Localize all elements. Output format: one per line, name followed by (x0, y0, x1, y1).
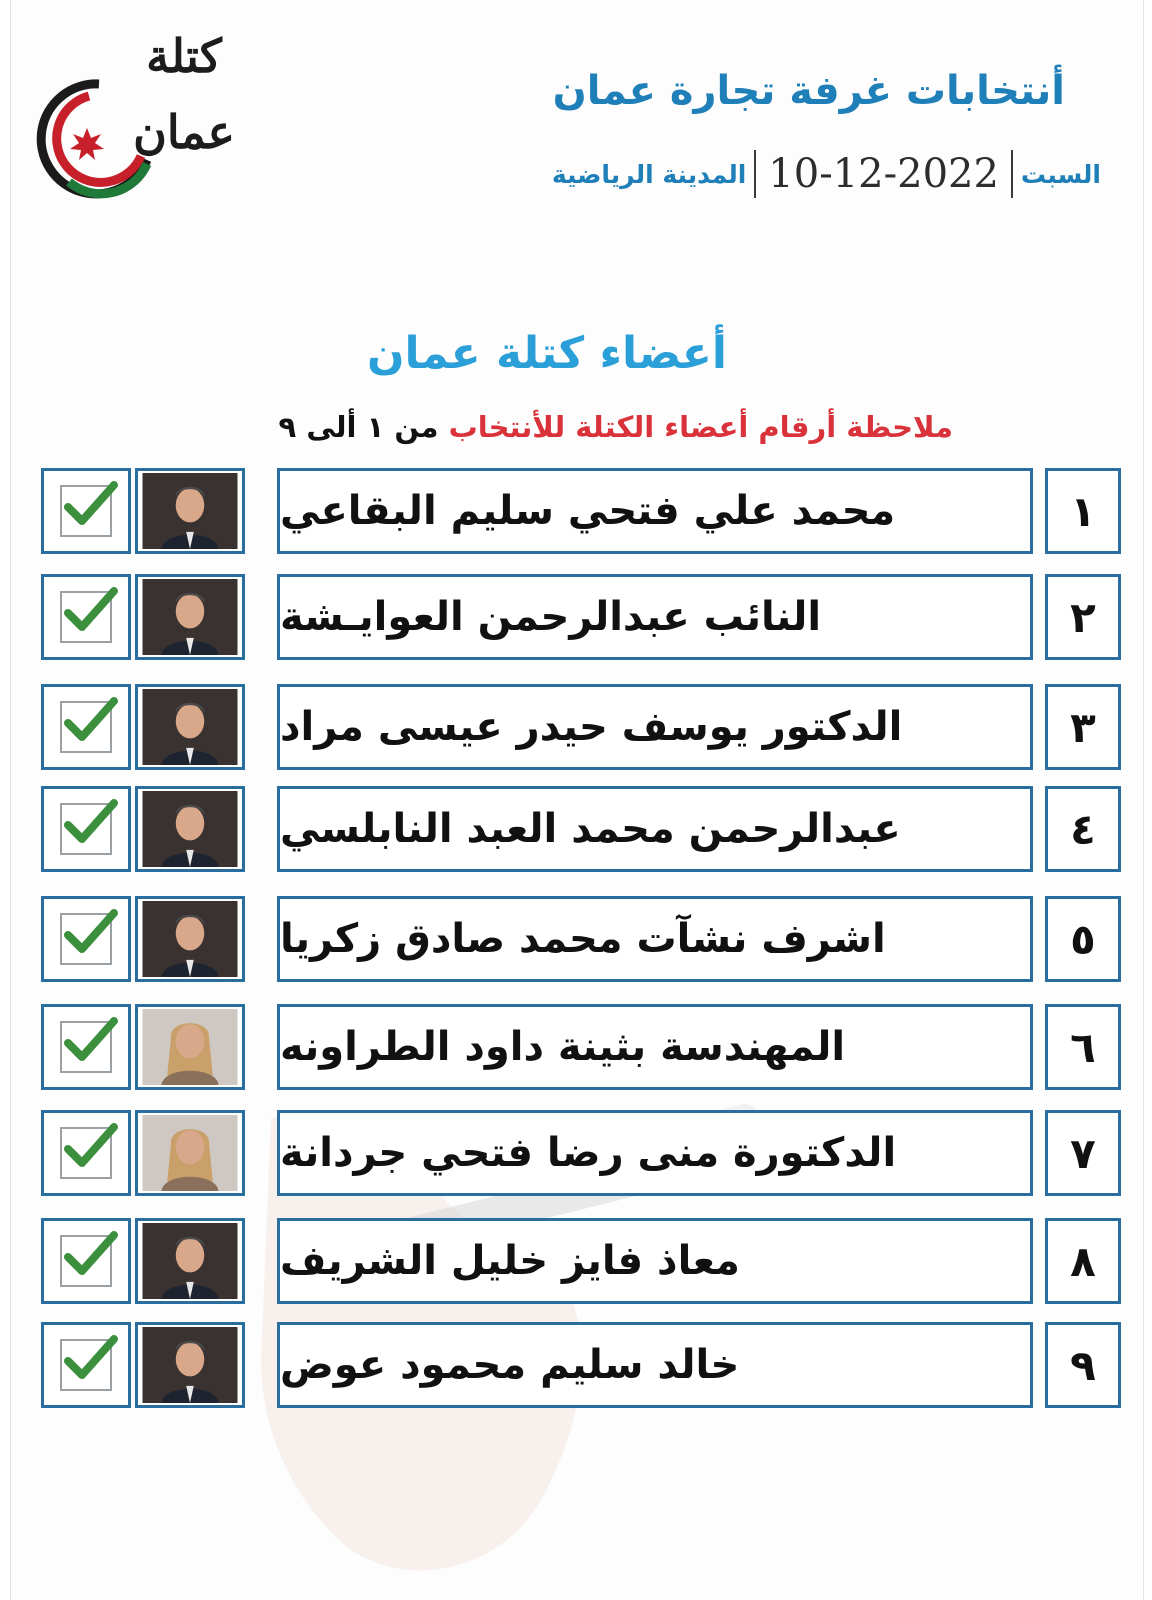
checkmark-icon (58, 791, 120, 853)
candidate-row (41, 574, 1121, 664)
vote-checkbox[interactable] (41, 684, 131, 770)
candidate-number: ٩ (1045, 1322, 1121, 1408)
candidate-photo (135, 468, 245, 554)
woman-portrait-icon (140, 1115, 240, 1191)
checkbox-square (60, 1339, 112, 1391)
checkbox-square (60, 1235, 112, 1287)
candidate-number: ٣ (1045, 684, 1121, 770)
candidate-name: عبدالرحمن محمد العبد النابلسي (277, 786, 1033, 872)
man-portrait-icon (140, 689, 240, 765)
candidate-name: النائب عبدالرحمن العوايـشة (277, 574, 1033, 660)
woman-portrait-icon (140, 1009, 240, 1085)
candidate-photo (135, 684, 245, 770)
candidate-number: ٢ (1045, 574, 1121, 660)
candidate-row (41, 786, 1121, 876)
checkmark-icon (58, 689, 120, 751)
event-venue: المدينة الرياضية (551, 159, 747, 189)
candidate-photo (135, 574, 245, 660)
candidate-photo (135, 1110, 245, 1196)
vote-checkbox[interactable] (41, 896, 131, 982)
candidate-number: ٨ (1045, 1218, 1121, 1304)
candidate-row (41, 896, 1121, 986)
vote-checkbox[interactable] (41, 468, 131, 554)
candidate-name: الدكتورة منى رضا فتحي جردانة (277, 1110, 1033, 1196)
divider (754, 150, 756, 198)
vote-checkbox[interactable] (41, 574, 131, 660)
vote-checkbox[interactable] (41, 1004, 131, 1090)
man-portrait-icon (140, 579, 240, 655)
checkbox-square (60, 1127, 112, 1179)
event-date: 10-12-2022 (768, 151, 999, 197)
candidate-row (41, 684, 1121, 774)
checkmark-icon (58, 1115, 120, 1177)
candidate-name: اشرف نشآت محمد صادق زكريا (277, 896, 1033, 982)
candidate-photo (135, 1322, 245, 1408)
vote-checkbox[interactable] (41, 1322, 131, 1408)
divider (1011, 150, 1013, 198)
note-text-red: ملاحظة أرقام أعضاء الكتلة للأنتخاب (448, 410, 953, 444)
candidate-photo (135, 786, 245, 872)
candidate-number: ٤ (1045, 786, 1121, 872)
candidate-photo (135, 1218, 245, 1304)
candidate-number: ٥ (1045, 896, 1121, 982)
candidate-row (41, 1322, 1121, 1412)
candidate-photo (135, 1004, 245, 1090)
event-info (552, 150, 1101, 198)
candidate-row (41, 468, 1121, 558)
checkbox-square (60, 701, 112, 753)
checkbox-square (60, 591, 112, 643)
candidate-name: معاذ فايز خليل الشريف (277, 1218, 1033, 1304)
man-portrait-icon (140, 1223, 240, 1299)
checkbox-square (60, 803, 112, 855)
checkmark-icon (58, 1223, 120, 1285)
checkmark-icon (58, 473, 120, 535)
note-text-range: من ١ ألى ٩ (278, 410, 439, 444)
checkmark-icon (58, 901, 120, 963)
candidate-name: المهندسة بثينة داود الطراونه (277, 1004, 1033, 1090)
candidate-number: ١ (1045, 468, 1121, 554)
man-portrait-icon (140, 791, 240, 867)
checkmark-icon (58, 579, 120, 641)
candidate-name: محمد علي فتحي سليم البقاعي (277, 468, 1033, 554)
candidate-photo (135, 896, 245, 982)
man-portrait-icon (140, 1327, 240, 1403)
checkbox-square (60, 485, 112, 537)
logo-text-top: كتلة (146, 29, 222, 83)
ballot-sheet (10, 0, 1144, 1600)
vote-checkbox[interactable] (41, 786, 131, 872)
vote-checkbox[interactable] (41, 1110, 131, 1196)
logo-text-bottom: عمان (133, 105, 235, 159)
candidate-row (41, 1110, 1121, 1200)
page-title: أنتخابات غرفة تجارة عمان (552, 68, 1065, 114)
candidate-row (41, 1218, 1121, 1308)
logo-text (129, 30, 239, 158)
kutlat-amman-logo (29, 24, 239, 194)
vote-checkbox[interactable] (41, 1218, 131, 1304)
candidate-row (41, 1004, 1121, 1094)
checkbox-square (60, 1021, 112, 1073)
checkmark-icon (58, 1327, 120, 1389)
candidate-name: خالد سليم محمود عوض (277, 1322, 1033, 1408)
candidate-number: ٧ (1045, 1110, 1121, 1196)
candidate-name: الدكتور يوسف حيدر عيسى مراد (277, 684, 1033, 770)
voting-note (279, 410, 953, 444)
candidate-number: ٦ (1045, 1004, 1121, 1090)
checkmark-icon (58, 1009, 120, 1071)
man-portrait-icon (140, 901, 240, 977)
event-day: السبت (1020, 159, 1101, 189)
members-heading: أعضاء كتلة عمان (367, 328, 727, 379)
checkbox-square (60, 913, 112, 965)
man-portrait-icon (140, 473, 240, 549)
